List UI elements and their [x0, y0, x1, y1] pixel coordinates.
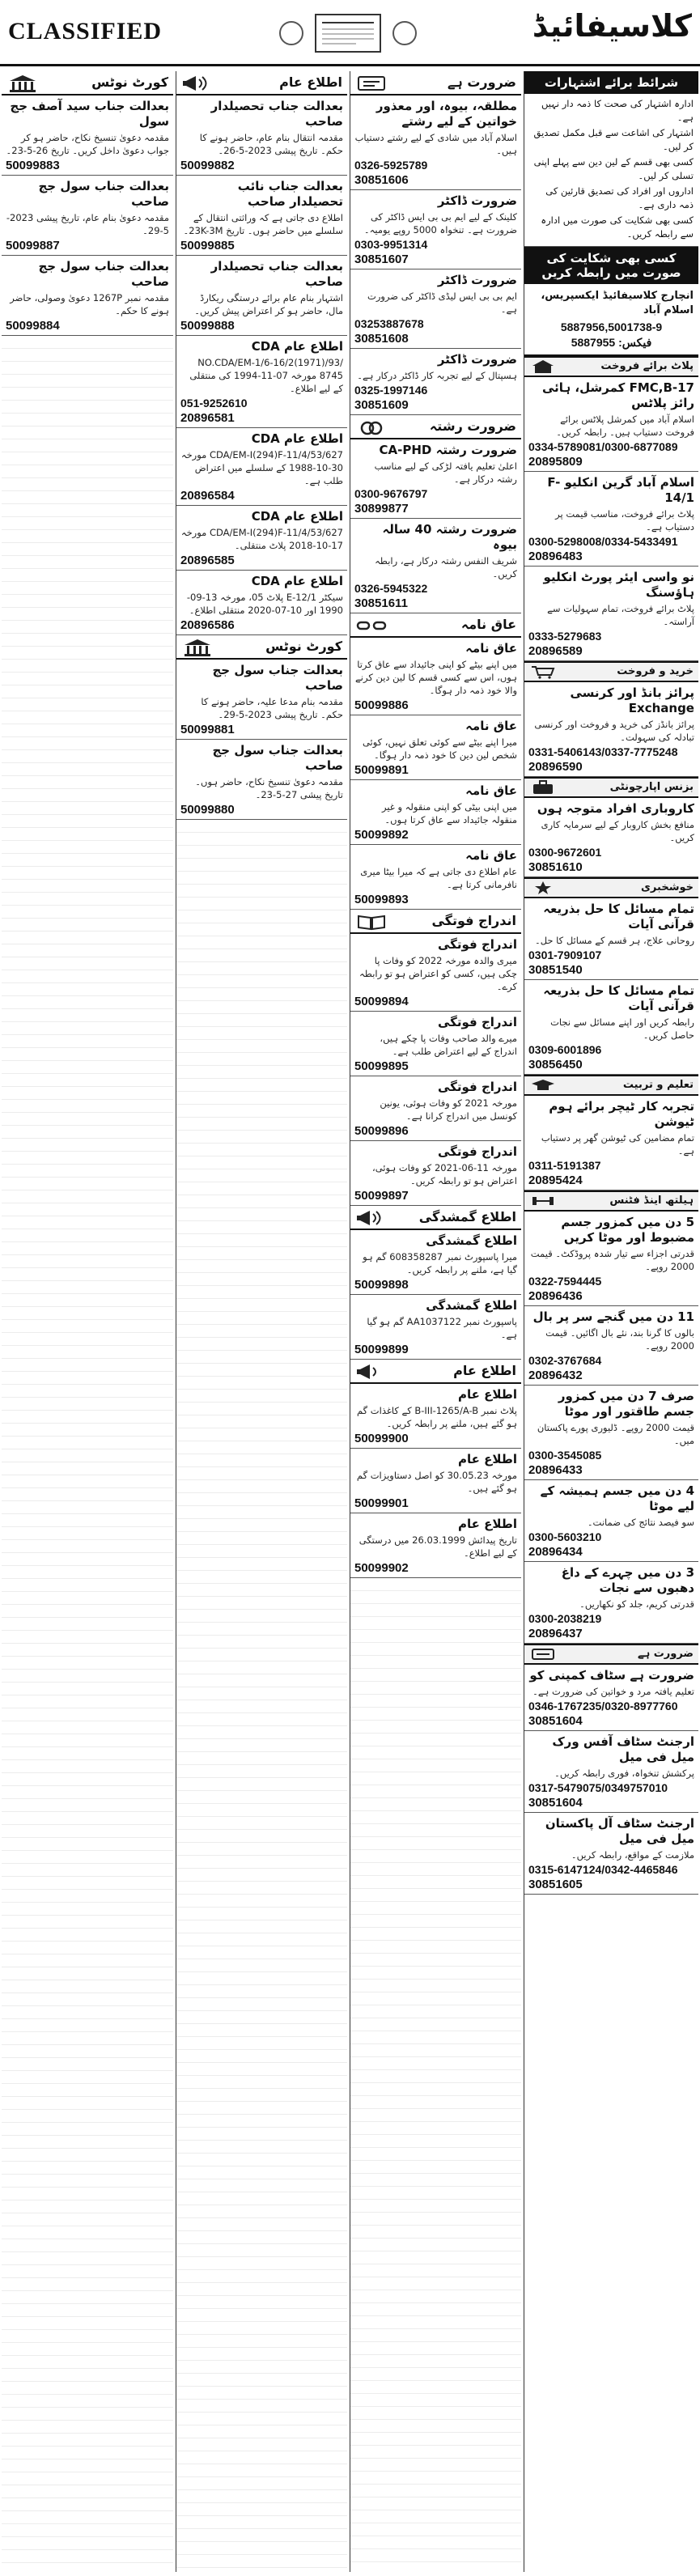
rule-item: کسی بھی قسم کے لین دین سے پہلے اپنی تسلی کر لیں۔	[533, 156, 694, 181]
section-title: ضرورت رشتہ	[429, 418, 516, 434]
ad-body: منافع بخش کاروبار کے لیے سرمایہ کاری کریں۔	[541, 819, 694, 843]
section-header-court-notice	[2, 71, 173, 95]
ad-body: میں اپنے بیٹے کو اپنی جائیداد سے عاق کرتا ہوں، اس سے کسی قسم کا لین دین کرنے والا خود ذمہ دار ہوگا۔	[355, 659, 517, 696]
ad-phone: 0303-9951314	[354, 238, 428, 251]
classified-ad	[350, 1076, 521, 1141]
ad-code: 50099888	[180, 319, 235, 333]
ad-code: 50099885	[180, 239, 235, 253]
ad-code: 50099887	[6, 239, 60, 253]
category-title: بزنس اپارچونٹی	[609, 781, 694, 793]
body-text-filler	[350, 1578, 521, 2572]
column-2	[176, 71, 347, 2572]
classified-ad	[350, 519, 521, 613]
section-title: اطلاع گمشدگی	[418, 1209, 516, 1224]
ad-heading: بعدالت جناب تحصیلدار صاحب	[210, 99, 343, 129]
ad-body: مورخہ 11-06-2021 کو وفات ہوئی، اعتراض ہو تو رابطہ کریں۔	[372, 1162, 517, 1186]
ad-code: 30851609	[354, 398, 409, 412]
section-header-proposal	[350, 415, 521, 439]
ad-heading: اندراج فوتگی	[437, 1144, 517, 1159]
ad-code: 50099899	[354, 1343, 409, 1356]
category-business	[524, 777, 698, 798]
ad-code: 20896581	[180, 411, 235, 425]
ad-body: اطلاع دی جاتی ہے کہ وراثتی انتقال کے سلسلے میں حاضر ہوں۔ تاریخ 23K-3M۔	[183, 212, 343, 236]
column-1	[2, 71, 173, 2572]
cart-icon	[529, 664, 557, 679]
rules-title: شرائط برائے اشتہارات	[524, 71, 698, 94]
ad-heading: ضرورت ڈاکٹر	[437, 352, 517, 367]
ad-code: 30851608	[354, 332, 409, 346]
ad-phone: 0334-5789081/0300-6877089	[528, 440, 678, 453]
ad-body: مقدمہ بنام مدعا علیہ، حاضر ہونے کا حکم۔ تاریخ پیشی 2023-5-29۔	[201, 696, 343, 720]
ad-code: 20895809	[528, 455, 583, 469]
classified-ad	[176, 256, 347, 336]
contact-phone: 5887956,5001738-9	[560, 320, 663, 333]
ad-phone: 0326-5925789	[354, 159, 428, 172]
classified-ad	[350, 715, 521, 780]
ad-heading: نو واسی ایئر پورٹ انکلیو ہاؤسنگ	[543, 570, 694, 600]
classified-ad	[350, 1230, 521, 1295]
section-header-lost-notice	[350, 1206, 521, 1230]
ad-heading: اطلاع عام CDA	[251, 431, 343, 446]
classified-ad	[524, 1731, 698, 1813]
classified-ad	[176, 95, 347, 176]
column-4	[524, 71, 698, 2572]
ad-body: سیکٹر E-12/1 پلاٹ 05، مورخہ 13-09-1990 اور 10-07-2020 منتقلی اطلاع۔	[186, 592, 343, 616]
classified-ad	[350, 934, 521, 1012]
classified-ad	[2, 256, 173, 336]
ad-code: 50099895	[354, 1059, 409, 1073]
category-plots	[524, 356, 698, 377]
section-title: عاق نامہ	[460, 617, 516, 632]
category-title: خوشخبری	[641, 881, 694, 893]
ad-heading: ضرورت ہے سٹاف کمپنی کو	[529, 1668, 694, 1683]
ad-heading: بعدالت جناب سول جج صاحب	[212, 663, 343, 693]
ad-code: 20896585	[180, 554, 235, 567]
ad-heading: اندراج فوتگی	[437, 937, 517, 952]
ad-body: قدرتی کریم، جلد کو نکھاریں۔	[579, 1598, 694, 1610]
hand-pointer-icon	[529, 1647, 557, 1661]
graduation-cap-icon	[529, 1078, 557, 1093]
ad-heading: ارجنٹ سٹاف آفس ورک میل فی میل	[552, 1734, 694, 1764]
ad-phone: 0326-5945322	[354, 582, 428, 595]
ad-body: میرا اپنے بیٹے سے کوئی تعلق نہیں، کوئی شخص لین دین کا خود ذمہ دار ہوگا۔	[362, 736, 517, 761]
column-3	[350, 71, 521, 2572]
section-title: ضرورت ہے	[448, 74, 516, 90]
classified-ad	[350, 95, 521, 190]
ad-phone: 0346-1767235/0320-8977760	[528, 1700, 678, 1712]
category-title: ضرورت ہے	[637, 1648, 694, 1660]
ad-body: میری والدہ مورخہ 2022 کو وفات پا چکی ہیں، کسی کو اعتراض ہو تو رابطہ کرے۔	[359, 955, 517, 992]
classified-ad	[350, 349, 521, 415]
ad-code: 20895424	[528, 1173, 583, 1187]
ad-heading: عاق نامہ	[465, 641, 517, 656]
rule-item: اشتہار کی اشاعت سے قبل مکمل تصدیق کر لیں۔	[533, 127, 694, 152]
ad-code: 20896586	[180, 618, 235, 632]
rule-item: اداروں اور افراد کی تصدیق قارئین کی ذمہ داری ہے۔	[545, 185, 694, 210]
ad-body: اعلیٰ تعلیم یافتہ لڑکی کے لیے مناسب رشتہ درکار ہے۔	[374, 460, 517, 485]
category-title: خرید و فروخت	[617, 665, 694, 677]
ad-heading: 5 دن میں کمزور جسم مضبوط اور موٹا کریں	[561, 1215, 694, 1245]
ad-heading: اطلاع عام CDA	[251, 339, 343, 354]
contact-text: انچارج کلاسیفائیڈ ایکسپریس، اسلام آباد	[541, 290, 694, 316]
ad-body: پرکشش تنخواہ، فوری رابطہ کریں۔	[554, 1768, 694, 1779]
ad-heading: 3 دن میں چہرے کے داغ دھبوں سے نجات	[561, 1565, 694, 1595]
ad-phone: 0300-9672601	[528, 846, 602, 859]
section-header-public-notice	[350, 1360, 521, 1384]
ad-phone: 0315-6147124/0342-4465846	[528, 1863, 678, 1876]
ad-body: بالوں کا گرنا بند، نئے بال اگائیں۔ قیمت 2000 روپے۔	[545, 1327, 694, 1352]
ad-heading: بعدالت جناب سول جج صاحب	[38, 179, 169, 209]
ad-heading: اطلاع عام CDA	[251, 509, 343, 524]
section-title: اطلاع عام	[453, 1363, 516, 1378]
classified-ad	[176, 740, 347, 820]
ad-body: NO.CDA/EM-1/6-16/2(1971)/93/ 8745 مورخہ 07-11-1994 کی منتقلی کے لیے اطلاع۔	[189, 357, 343, 394]
ad-heading: تمام مسائل کا حل بذریعہ قرآنی آیات	[543, 983, 694, 1013]
classified-ad	[350, 780, 521, 845]
ad-body: میرے والد صاحب وفات پا چکے ہیں، اندراج کے لیے اعتراض طلب ہے۔	[380, 1033, 517, 1057]
category-title: تعلیم و تربیت	[622, 1079, 694, 1091]
ad-body: کلینک کے لیے ایم بی بی ایس ڈاکٹر کی ضرورت ہے۔ تنخواہ 5000 روپے یومیہ۔	[363, 211, 517, 236]
classified-ad	[350, 1295, 521, 1360]
ad-code: 20896434	[528, 1545, 583, 1559]
ad-heading: اطلاع عام CDA	[251, 574, 343, 588]
ad-body: اسلام آباد میں کمرشل پلاٹس برائے فروخت دستیاب ہیں۔ رابطہ کریں۔	[556, 414, 694, 438]
ad-body: مقدمہ دعویٰ تنسیخ نکاح، حاضر ہوں۔ تاریخ پیشی 27-5-23۔	[195, 776, 343, 800]
ad-body: مورخہ 30.05.23 کو اصل دستاویزات گم ہو گئے ہیں۔	[356, 1470, 517, 1494]
ad-code: 50099882	[180, 159, 235, 172]
ad-heading: اسلام آباد گرین انکلیو F-14/1	[547, 475, 694, 505]
classified-ad	[524, 1212, 698, 1306]
complaint-banner: کسی بھی شکایت کی صورت میں رابطہ کریں	[524, 247, 698, 284]
ad-body: مقدمہ دعویٰ بنام عام، تاریخ پیشی 2023-5-29۔	[6, 212, 169, 236]
ad-heading: اطلاع عام	[457, 1452, 517, 1466]
category-buy-sell	[524, 661, 698, 682]
ad-code: 30851604	[528, 1796, 583, 1810]
masthead-title-ur: کلاسیفائیڈ	[532, 8, 692, 44]
classified-ad	[524, 1306, 698, 1386]
classified-ad	[2, 95, 173, 176]
ad-code: 30851540	[528, 963, 583, 977]
ad-heading: 11 دن میں گنجے سر پر بال	[532, 1309, 694, 1324]
classified-ad	[176, 660, 347, 740]
ad-code: 20896433	[528, 1463, 583, 1477]
ad-heading: ضرورت رشتہ CA-PHD	[379, 443, 517, 457]
ad-code: 50099896	[354, 1124, 409, 1138]
ad-code: 50099902	[354, 1561, 409, 1575]
ad-code: 50099886	[354, 698, 409, 712]
megaphone-icon	[181, 74, 214, 93]
section-title: اندراج فوتگی	[431, 913, 516, 928]
classified-ad	[350, 1449, 521, 1513]
star-icon	[529, 881, 557, 895]
body-text-filler	[2, 336, 173, 2572]
ad-body: CDA/EM-I(294)F-11/4/53/627 مورخہ 17-10-2018 پلاٹ منتقلی۔	[180, 527, 343, 551]
classified-ad	[350, 439, 521, 519]
ad-heading: بعدالت جناب سید آصف جج سول	[10, 99, 169, 129]
classified-ad	[176, 506, 347, 571]
ad-heading: اندراج فوتگی	[437, 1015, 517, 1029]
ad-phone: 0331-5406143/0337-7775248	[528, 745, 678, 758]
classified-ad	[176, 571, 347, 635]
ad-body: پاسپورٹ نمبر AA1037122 گم ہو گیا ہے۔	[367, 1316, 517, 1340]
section-title: کورٹ نوٹس	[265, 639, 342, 654]
ad-body: پلاٹ برائے فروخت، مناسب قیمت پر دستیاب ہے۔	[555, 508, 694, 533]
classified-ad	[524, 1665, 698, 1731]
newspaper-decoration-icon	[243, 10, 453, 57]
ad-heading: 4 دن میں جسم ہمیشہ کے لیے موٹا	[540, 1483, 694, 1513]
ad-code: 20896437	[528, 1627, 583, 1640]
ad-heading: ضرورت ڈاکٹر	[437, 193, 517, 208]
ad-heading: تجربہ کار ٹیچر برائے ہوم ٹیوشن	[549, 1099, 694, 1129]
classified-ad	[350, 1141, 521, 1206]
ad-heading: اطلاع عام	[457, 1387, 517, 1402]
ad-phone: 0317-5479075/0349757010	[528, 1781, 668, 1794]
ad-phone: 0302-3767684	[528, 1354, 602, 1367]
ad-body: مقدمہ دعویٰ تنسیخ نکاح، حاضر ہو کر جواب دعویٰ داخل کریں۔ تاریخ 26-5-23۔	[6, 132, 169, 156]
section-title: کورٹ نوٹس	[91, 74, 168, 90]
ad-phone: 0322-7594445	[528, 1275, 602, 1288]
hand-pointer-icon	[355, 74, 388, 93]
ad-body: میں اپنی بیٹی کو اپنی منقولہ و غیر منقولہ جائیداد سے عاق کرتا ہوں۔	[381, 801, 517, 825]
ad-heading: کاروباری افراد متوجہ ہوں	[537, 801, 694, 816]
ad-code: 50099881	[180, 723, 235, 736]
classified-ad	[524, 898, 698, 980]
classified-ad	[524, 682, 698, 777]
megaphone-icon	[355, 1362, 388, 1381]
ad-code: 50099884	[6, 319, 60, 333]
classified-ad	[350, 1012, 521, 1076]
ad-heading: مطلقہ، بیوہ، اور معذور خواتین کے لیے رشتے	[375, 99, 517, 129]
ad-heading: ضرورت ڈاکٹر	[437, 273, 517, 287]
category-good-news	[524, 877, 698, 898]
ad-heading: اندراج فوتگی	[437, 1080, 517, 1094]
ad-code: 50099891	[354, 763, 409, 777]
rule-item: ادارہ اشتہار کی صحت کا ذمہ دار نہیں ہے۔	[541, 98, 694, 123]
ad-body: رابطہ کریں اور اپنے مسائل سے نجات حاصل کریں۔	[550, 1016, 694, 1041]
classified-ad	[350, 269, 521, 349]
classified-ad	[524, 980, 698, 1075]
ad-code: 30851606	[354, 173, 409, 187]
ad-code: 30856450	[528, 1058, 583, 1072]
classified-ad	[176, 176, 347, 256]
ad-heading: بعدالت جناب سول جج صاحب	[38, 259, 169, 289]
ad-body: اشتہار بنام عام برائے درستگی ریکارڈ مال، حاضر ہو کر اعتراض پیش کریں۔	[194, 292, 343, 316]
ad-phone: 0301-7909107	[528, 948, 602, 961]
ad-code: 20896590	[528, 760, 583, 774]
ad-body: ایم بی بی ایس لیڈی ڈاکٹر کی ضرورت ہے۔	[367, 291, 517, 315]
ad-code: 50099893	[354, 893, 409, 906]
contact-fax: فیکس: 5887955	[571, 336, 652, 349]
ad-code: 50099880	[180, 803, 235, 817]
ad-phone: 0300-3545085	[528, 1449, 602, 1462]
classified-ad	[524, 1096, 698, 1190]
ad-code: 30851607	[354, 253, 409, 266]
ad-code: 30851604	[528, 1714, 583, 1728]
classified-ad	[524, 472, 698, 567]
contact-box	[524, 284, 698, 356]
ad-heading: عاق نامہ	[465, 848, 517, 863]
classified-ad	[176, 336, 347, 428]
ad-body: قیمت 2000 روپے۔ ڈلیوری پورے پاکستان میں۔	[537, 1422, 694, 1446]
ad-phone: 0311-5191387	[528, 1159, 601, 1172]
ad-heading: ارجنٹ سٹاف آل پاکستان میل فی میل	[545, 1816, 694, 1846]
ad-body: مقدمہ انتقال بنام عام، حاضر ہونے کا حکم۔ تاریخ پیشی 2023-5-26۔	[199, 132, 343, 156]
category-education	[524, 1075, 698, 1096]
ad-body: شریف النفس رشتہ درکار ہے، رابطہ کریں۔	[375, 555, 517, 579]
court-building-icon	[6, 74, 39, 93]
ad-body: پرائز بانڈز کی خرید و فروخت اور کرنسی تبادلہ کی سہولت۔	[534, 719, 694, 743]
ad-body: پلاٹ نمبر B-III-1265/A-B کے کاغذات گم ہو گئے ہیں، ملنے پر رابطہ کریں۔	[357, 1405, 517, 1429]
ad-body: ملازمت کے مواقع، رابطہ کریں۔	[571, 1849, 694, 1861]
ad-heading: اطلاع گمشدگی	[426, 1233, 517, 1248]
briefcase-icon	[529, 780, 557, 795]
ad-body: تعلیم یافتہ مرد و خواتین کی ضرورت ہے۔	[532, 1686, 694, 1697]
ad-heading: اطلاع گمشدگی	[426, 1298, 517, 1313]
classified-ad	[524, 1562, 698, 1644]
classified-ad	[350, 190, 521, 269]
ad-body: قدرتی اجزاء سے تیار شدہ پروڈکٹ۔ قیمت 2000 روپے۔	[530, 1248, 694, 1272]
classified-ad	[524, 798, 698, 877]
section-header-wanted	[350, 71, 521, 95]
ad-phone: 03253887678	[354, 317, 424, 330]
house-icon	[529, 359, 557, 374]
ad-body: تاریخ پیدائش 26.03.1999 میں درستگی کے لیے اطلاع۔	[358, 1534, 517, 1559]
court-building-icon	[181, 638, 214, 657]
ad-heading: FMC,B-17 کمرشل، ہائی رائز پلاٹس	[541, 380, 694, 410]
rings-icon	[355, 418, 388, 437]
ad-code: 30851610	[528, 860, 583, 874]
ad-phone: 0300-9676797	[354, 487, 428, 500]
ad-body: مقدمہ نمبر 1267P دعویٰ وصولی، حاضر ہونے کا حکم۔	[10, 292, 169, 316]
classified-ad	[524, 377, 698, 472]
classified-ad	[524, 567, 698, 661]
ad-body: عام اطلاع دی جاتی ہے کہ میرا بیٹا میری نافرمانی کرتا ہے۔	[360, 866, 517, 890]
ad-heading: بعدالت جناب سول جج صاحب	[212, 743, 343, 773]
ad-heading: اطلاع عام	[457, 1517, 517, 1531]
ad-code: 50099892	[354, 828, 409, 842]
ad-phone: 0325-1997146	[354, 384, 428, 397]
section-header-public-notice	[176, 71, 347, 95]
section-header-death-registration	[350, 910, 521, 934]
ad-code: 20896584	[180, 489, 235, 503]
ad-heading: ضرورت رشتہ 40 سالہ بیوہ	[382, 522, 517, 552]
ad-phone: 0300-5603210	[528, 1530, 602, 1543]
ad-code: 20896432	[528, 1369, 583, 1382]
ad-body: مورخہ 2021 کو وفات ہوئی، یونین کونسل میں اندراج کرانا ہے۔	[380, 1097, 517, 1122]
dumbbell-icon	[529, 1194, 557, 1208]
masthead	[0, 0, 700, 66]
classified-ad	[350, 845, 521, 910]
megaphone-icon	[355, 1208, 388, 1228]
ad-heading: پرائز بانڈ اور کرنسی Exchange	[570, 685, 694, 715]
category-title: پلاٹ برائے فروخت	[600, 360, 694, 372]
classified-ad	[524, 1813, 698, 1895]
ad-code: 30851611	[354, 596, 408, 610]
ad-phone: 0300-2038219	[528, 1612, 602, 1625]
masthead-title-en: CLASSIFIED	[8, 18, 163, 45]
ad-body: اسلام آباد میں شادی کے لیے رشتے دستیاب ہیں۔	[354, 132, 517, 156]
ad-body: تمام مضامین کی ٹیوشن گھر پر دستیاب ہے۔	[541, 1132, 694, 1156]
ad-body: پلاٹ برائے فروخت، تمام سہولیات سے آراستہ۔	[547, 603, 694, 627]
classified-ad	[350, 1384, 521, 1449]
ad-body: CDA/EM-I(294)F-11/4/53/627 مورخہ 30-10-1988 کے سلسلے میں اعتراض طلب ہے۔	[180, 449, 343, 486]
ad-heading: عاق نامہ	[465, 783, 517, 798]
ad-phone: 0333-5279683	[528, 630, 602, 643]
ad-code: 50099883	[6, 159, 60, 172]
classified-ad	[2, 176, 173, 256]
ad-code: 50099898	[354, 1278, 409, 1292]
ad-code: 30899877	[354, 502, 409, 516]
ad-heading: بعدالت جناب تحصیلدار صاحب	[210, 259, 343, 289]
section-header-court-notice	[176, 635, 347, 660]
ad-code: 50099894	[354, 995, 409, 1008]
classified-ad	[524, 1386, 698, 1480]
ad-phone: 051-9252610	[180, 397, 248, 410]
ad-code: 50099900	[354, 1432, 409, 1445]
ad-code: 20896436	[528, 1289, 583, 1303]
classified-ad	[350, 638, 521, 715]
classified-ad	[176, 428, 347, 506]
ad-code: 20896589	[528, 644, 583, 658]
category-health	[524, 1190, 698, 1212]
ad-body: ہسپتال کے لیے تجربہ کار ڈاکٹر درکار ہے۔	[357, 370, 517, 381]
ad-body: سو فیصد نتائج کی ضمانت۔	[587, 1517, 694, 1528]
body-text-filler	[176, 820, 347, 2572]
classified-ad	[350, 1513, 521, 1578]
category-title: ہیلتھ اینڈ فٹنس	[609, 1195, 694, 1207]
ad-heading: عاق نامہ	[465, 719, 517, 733]
rule-item: کسی بھی شکایت کی صورت میں ادارہ سے رابطہ کریں۔	[541, 214, 694, 240]
category-wanted	[524, 1644, 698, 1665]
ad-code: 20896483	[528, 550, 583, 563]
ad-code: 50099901	[354, 1496, 409, 1510]
ad-heading: بعدالت جناب نائب تحصیلدار صاحب	[237, 179, 343, 209]
ad-heading: تمام مسائل کا حل بذریعہ قرآنی آیات	[543, 902, 694, 932]
classified-ad	[524, 1480, 698, 1562]
section-title: اطلاع عام	[279, 74, 342, 90]
ad-phone: 0300-5298008/0334-5433491	[528, 535, 678, 548]
broken-chain-icon	[355, 616, 388, 635]
ad-phone: 0309-6001896	[528, 1043, 602, 1056]
book-icon	[355, 912, 388, 932]
ad-heading: صرف 7 دن میں کمزور جسم طاقتور اور موٹا	[558, 1389, 694, 1419]
ad-body: روحانی علاج، ہر قسم کے مسائل کا حل۔	[534, 935, 694, 946]
section-header-disinherit	[350, 613, 521, 638]
rules-list	[524, 94, 698, 247]
ad-body: میرا پاسپورٹ نمبر 608358287 گم ہو گیا ہے، ملنے پر رابطہ کریں۔	[363, 1251, 517, 1275]
ad-code: 30851605	[528, 1878, 583, 1891]
ad-code: 50099897	[354, 1189, 409, 1203]
